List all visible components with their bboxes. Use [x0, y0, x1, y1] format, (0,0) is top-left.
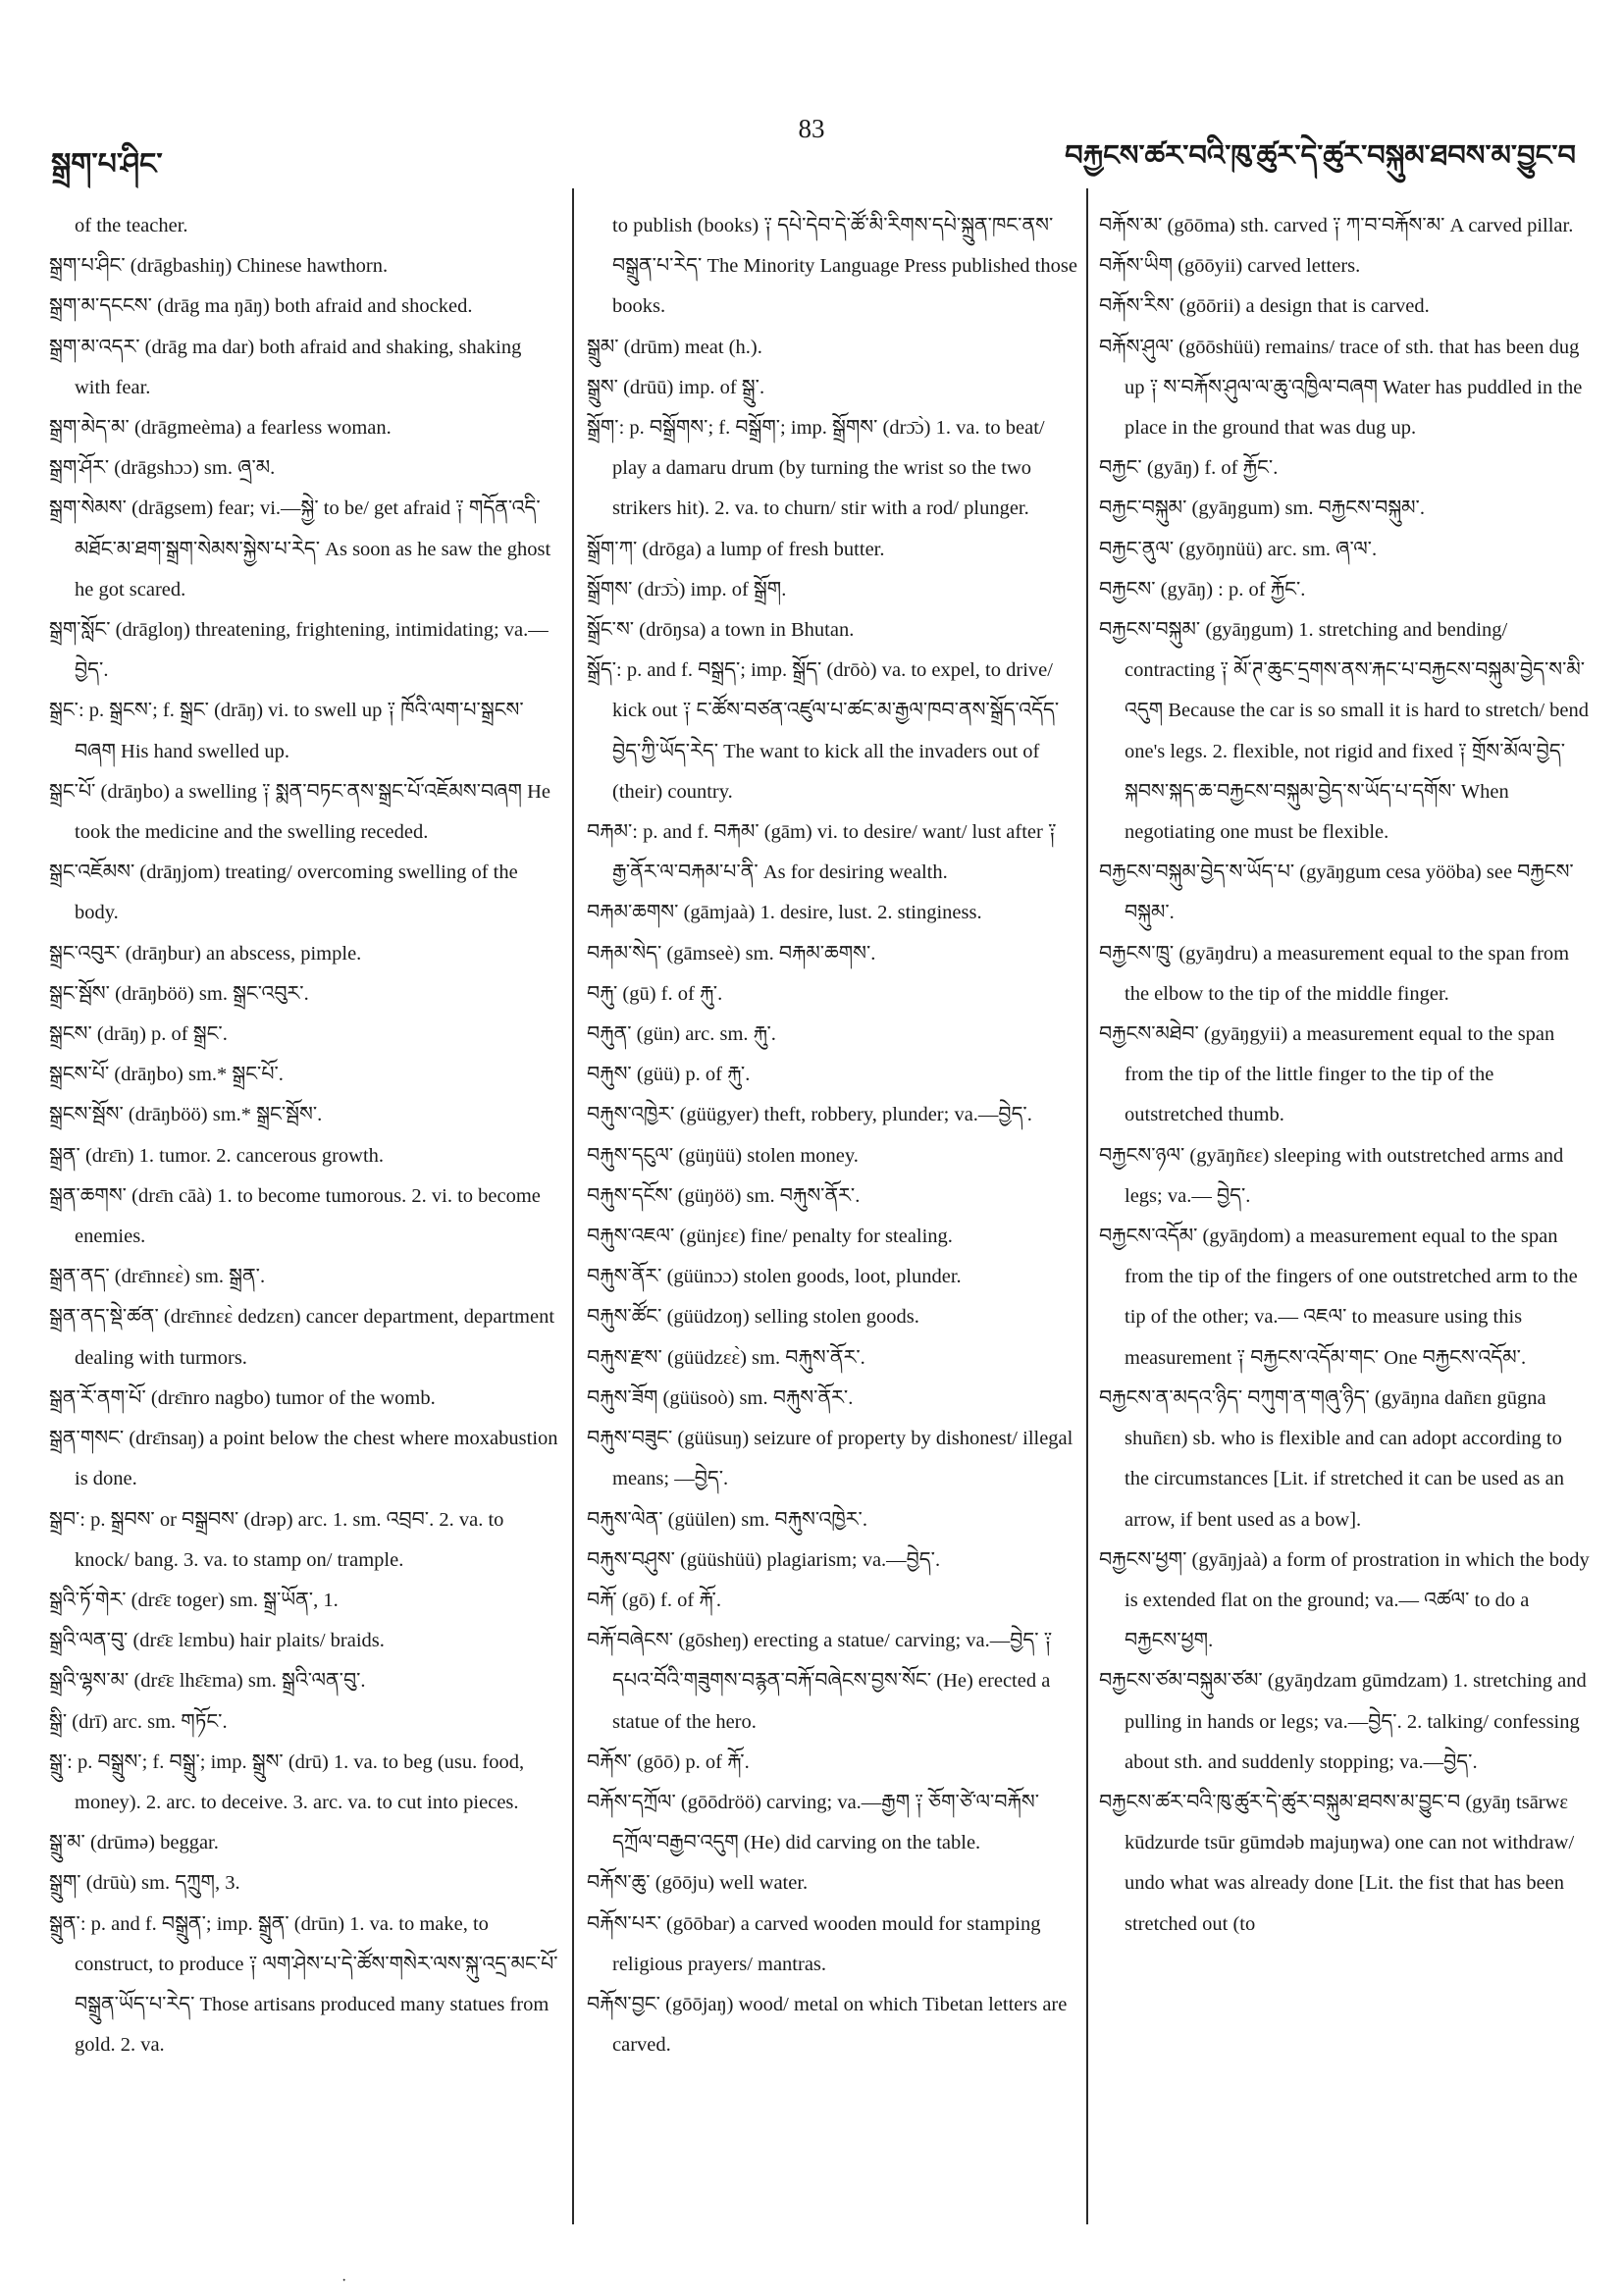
dictionary-entry: བརྐྱངས་ཕྱག་ (gyāŋjaà) a form of prostration in which the body is extended flat on the ground; va.— འཚལ་ to do a བརྐྱངས་ཕྱག.: [1099, 1548, 1590, 1652]
dictionary-entry: བརྐུས་དངོས་ (güŋöö) sm. བརྐུས་ནོར་.: [587, 1184, 861, 1207]
dictionary-entry: སྒྲག་མེད་མ་ (drāgmeèma) a fearless woman.: [49, 417, 392, 440]
stray-mark: ·: [341, 2272, 347, 2289]
dictionary-entry: སྒྲའི་ཏོ་གེར་ (drɛ̄ɛ toger) sm. སྒྲ་ཡོན་, 1.: [49, 1589, 339, 1611]
dictionary-entry: སྒྲོགས་ (drɔ̄ɔ̀) imp. of སྒྲོག.: [587, 578, 787, 600]
dictionary-entry: སྒྲག་མ་དངངས་ (drāg ma ŋāŋ) both afraid and shocked.: [49, 295, 473, 318]
dictionary-entry: བརྐོས་བྱང་ (gōōjaŋ) wood/ metal on which Tibetan letters are carved.: [587, 1993, 1068, 2057]
dictionary-entry: སྒྲན་ཆགས་ (drɛ̄n cāà) 1. to become tumorous. 2. vi. to become enemies.: [49, 1184, 541, 1248]
dictionary-entry: of the teacher.: [75, 215, 188, 236]
dictionary-entry: སྒྲབ་: p. སྒྲབས་ or བསྒྲབས་ (drəp) arc. 1. sm. འབྲབ་. 2. va. to knock/ bang. 3. va. to stamp on/ trample.: [49, 1508, 504, 1571]
dictionary-entry: བརྐྱང་བསྐུམ་ (gyāŋgum) sm. བརྐྱངས་བསྐུམ་.: [1099, 497, 1425, 520]
dictionary-entry: བརྐམ་སེད་ (gāmseè) sm. བརྐམ་ཆགས་.: [587, 942, 876, 965]
dictionary-entry: བརྐྱངས་བསྐུམ་བྱེད་ས་ཡོད་པ་ (gyāŋgum cesa yööba) see བརྐྱངས་བསྐུམ་.: [1099, 861, 1574, 924]
dictionary-column-2: [587, 206, 1077, 2247]
dictionary-entry: བརྐུས་རྫས་ (güüdzɛɛ̀) sm. བརྐུས་ནོར་.: [587, 1346, 865, 1369]
dictionary-entry: སྒྲངས་ (drāŋ) p. of སྒྲང་.: [49, 1023, 228, 1046]
dictionary-entry: སྒྲུ་: p. བསྒྲུས་; f. བསྒྲུ་; imp. སྒྲུས་ (drū) 1. va. to beg (usu. food, money). 2. arc. to deceive. 3. arc. va. to cut into pieces.: [49, 1750, 525, 1813]
dictionary-entry: བརྐྱང་ནུལ་ (gyōŋnüü) arc. sm. ཞ་ལ་.: [1099, 538, 1378, 560]
dictionary-column-1: [49, 206, 559, 2247]
dictionary-entry: བརྐོས་ཆུ་ (gōōju) well water.: [587, 1872, 809, 1895]
running-head-right: བརྐྱངས་ཚར་བའི་ཁུ་ཚུར་དེ་ཚུར་བསྐུམ་ཐབས་མ་བྱུང་བ: [1065, 138, 1576, 172]
dictionary-entry: སྒྲངས་སྦོས་ (drāŋböö) sm.* སྒྲང་སྦོས་.: [49, 1104, 323, 1126]
dictionary-entry: བརྐོས་རིས་ (gōōrii) a design that is carved.: [1099, 295, 1430, 318]
dictionary-entry: སྒྲན་ནད་སྡེ་ཚན་ (drɛ̄nnɛɛ̀ dedzɛn) cancer department, department dealing with turmors.: [49, 1306, 555, 1369]
dictionary-entry: བརྐུས་ཚོང་ (güüdzoŋ) selling stolen goods.: [587, 1306, 919, 1329]
dictionary-entry: བརྐོས་ཡིག (gōōyii) carved letters.: [1099, 255, 1361, 278]
dictionary-entry: སྒྲག་པ་ཤིང་ (drāgbashiŋ) Chinese hawthorn.: [49, 255, 389, 278]
dictionary-entry: སྒྲི་ (drī) arc. sm. གཏོང་.: [49, 1710, 228, 1733]
dictionary-entry: བརྐོ་བཞེངས་ (gōsheŋ) erecting a statue/ carving; va.—བྱེད་ ༑ དཔའ་བོའི་གཟུགས་བརྙན་བརྐོ་བཞེངས་བྱས་སོང་ (He) erected a statue of the hero.: [587, 1630, 1053, 1733]
dictionary-entry: བརྐུས་འཇལ་ (günjɛɛ) fine/ penalty for stealing.: [587, 1226, 953, 1248]
dictionary-entry: བརྐུས་བཟུང་ (güüsuŋ) seizure of property by dishonest/ illegal means; —བྱེད་.: [587, 1428, 1073, 1490]
dictionary-entry: བརྐོས་དཀྲོལ་ (gōōdröö) carving; va.—རྒྱག ༑ ཅོག་ཙེ་ལ་བརྐོས་དཀྲོལ་བརྒྱབ་འདུག (He) did carving on the table.: [587, 1791, 1040, 1854]
dictionary-entry: བརྐྱང་ (gyāŋ) f. of རྐྱོང་.: [1099, 457, 1279, 480]
dictionary-entry: to publish (books) ༑ དཔེ་དེབ་དེ་ཚོ་མི་རིགས་དཔེ་སྐྲུན་ཁང་ནས་བསྒྲུན་པ་རེད་ The Minority Language Press published those books.: [612, 215, 1077, 318]
page-number: 83: [798, 114, 825, 143]
dictionary-entry: བརྐམ་ཆགས་ (gāmjaà) 1. desire, lust. 2. stinginess.: [587, 902, 982, 924]
dictionary-entry: བརྐྱངས་ཙམ་བསྐུམ་ཙམ་ (gyāŋdzam gūmdzam) 1. stretching and pulling in hands or legs; va.—བྱེད་. 2. talking/ confessing about sth. and suddenly stopping; va.—བྱེད་.: [1099, 1670, 1587, 1773]
dictionary-entry: བརྐུས་ (güü) p. of རྐུ་.: [587, 1064, 751, 1086]
dictionary-entry: སྒྲང་འཇོམས་ (drāŋjom) treating/ overcoming swelling of the body.: [49, 861, 518, 924]
dictionary-entry: བརྐུན་ (gün) arc. sm. རྐུ་.: [587, 1023, 776, 1046]
dictionary-entry: སྒྲུམ་ (drūm) meat (h.).: [587, 336, 762, 358]
dictionary-entry: བརྐུས་ལེན་ (güülen) sm. བརྐུས་འཁྱེར་.: [587, 1508, 867, 1531]
dictionary-entry: བརྐུ་ (gū) f. of རྐུ་.: [587, 982, 723, 1005]
dictionary-entry: སྒྲུག་ (drūù) sm. དཀྲུག, 3.: [49, 1872, 240, 1895]
column-divider: [572, 188, 574, 2224]
dictionary-entry: སྒྲག་མ་འདར་ (drāg ma dar) both afraid and shaking, shaking with fear.: [49, 336, 522, 398]
column-divider: [1086, 188, 1088, 2224]
dictionary-entry: བརྐྱངས་ཉལ་ (gyāŋñɛɛ) sleeping with outstretched arms and legs; va.— བྱེད་.: [1099, 1144, 1564, 1207]
dictionary-entry: བརྐུས་ནོར་ (güünɔɔ) stolen goods, loot, plunder.: [587, 1266, 962, 1288]
dictionary-entry: བརྐོས་མ་ (gōōma) sth. carved ༑ ཀ་བ་བརྐོས་མ་ A carved pillar.: [1099, 215, 1574, 236]
running-head-left: སྒྲག་པ་ཤིང་: [51, 147, 163, 182]
dictionary-entry: སྒྲང་སྦོས་ (drāŋböö) sm. སྒྲང་འབུར་.: [49, 982, 309, 1005]
dictionary-entry: བརྐུས་བཤུས་ (güüshüü) plagiarism; va.—བྱེད་.: [587, 1548, 941, 1571]
dictionary-entry: སྒྲའི་ལན་བུ་ (drɛ̄ɛ lɛmbu) hair plaits/ braids.: [49, 1630, 385, 1652]
dictionary-entry: སྒྲན་གསང་ (drɛ̄nsaŋ) a point below the chest where moxabustion is done.: [49, 1428, 558, 1490]
page-header: [0, 110, 1623, 182]
dictionary-entry: བརྐྱངས་ (gyāŋ) : p. of རྐྱོང་.: [1099, 578, 1306, 600]
dictionary-entry: བརྐྱངས་མཐེབ་ (gyāŋgyii) a measurement equal to the span from the tip of the little finger to the tip of the outstretched thumb.: [1099, 1023, 1555, 1126]
dictionary-entry: བརྐྱངས་འདོམ་ (gyāŋdom) a measurement equal to the span from the tip of the fingers of one outstretched arm to the tip of the other; va.— འཇལ་ to measure using this measurement ༑ བརྐྱངས་འདོམ་གང་ One བརྐྱངས་འདོམ་.: [1099, 1226, 1578, 1369]
dictionary-entry: བརྐོས་པར་ (gōōbar) a carved wooden mould for stamping religious prayers/ mantras.: [587, 1912, 1041, 1975]
dictionary-entry: སྒྲན་རོ་ནག་པོ་ (drɛ̄nro nagbo) tumor of the womb.: [49, 1386, 436, 1409]
dictionary-entry: བརྐུས་ཟོག (güüsoò) sm. བརྐུས་ནོར་.: [587, 1386, 854, 1409]
dictionary-entry: བརྐྱངས་ཚར་བའི་ཁུ་ཚུར་དེ་ཚུར་བསྐུམ་ཐབས་མ་བྱུང་བ (gyāŋ tsārwɛ kūdzurde tsūr gūmdəb majuŋwa) one can not withdraw/ undo what was already done [Lit. the fist that has been stretched out (to: [1099, 1791, 1575, 1935]
dictionary-entry: སྒྲག་སེམས་ (drāgsem) fear; vi.—སྐྱེ་ to be/ get afraid ༑ གདོན་འདི་མཐོང་མ་ཐག་སྒྲག་སེམས་སྐྱེས་པ་རེད་ As soon as he saw the ghost he got scared.: [49, 497, 551, 600]
dictionary-entry: བརྐྱངས་ན་མདའ་ཉིད་ བཀུག་ན་གཞུ་ཉིད་ (gyāŋna dañɛn gūgna shuñɛn) sb. who is flexible and can adopt according to the circumstances [Lit. if stretched it can be used as an arrow, if bent used as a bow].: [1099, 1386, 1564, 1531]
dictionary-entry: བརྐྱངས་བསྐུམ་ (gyāŋgum) 1. stretching and bending/ contracting ༑ མོ་ཊ་ཆུང་དྲགས་ནས་རྐང་པ་བརྐྱངས་བསྐུམ་བྱེད་ས་མི་འདུག Because the car is so small it is hard to stretch/ bend one's legs. 2. flexible, not rigid and fixed ༑ གྲོས་མོལ་བྱེད་སྐབས་སྐད་ཆ་བརྐྱངས་བསྐུམ་བྱེད་ས་ཡོད་པ་དགོས་ When negotiating one must be flexible.: [1099, 619, 1590, 844]
dictionary-entry: སྒྲའི་ལྷས་མ་ (drɛ̄ɛ lhɛ̄ɛma) sm. སྒྲའི་ལན་བུ་.: [49, 1670, 366, 1693]
dictionary-entry: སྒྲོག་: p. བསྒྲོགས་; f. བསྒྲོག་; imp. སྒྲོགས་ (drɔ̄ɔ̀) 1. va. to beat/ play a damaru drum (by turning the wrist so the two strikers hit). 2. va. to churn/ stir with a rod/ plunger.: [587, 417, 1045, 520]
dictionary-entry: བརྐུས་འཁྱེར་ (güügyer) theft, robbery, plunder; va.—བྱེད་.: [587, 1104, 1032, 1126]
dictionary-column-3: [1099, 206, 1590, 2247]
dictionary-entry: བརྐོ་ (gō) f. of རྐོ་.: [587, 1589, 721, 1611]
dictionary-entry: སྒྲག་སློང་ (drāgloŋ) threatening, frightening, intimidating; va.—བྱེད་.: [49, 619, 549, 682]
dictionary-entry: སྒྲོད་: p. and f. བསྒྲད་; imp. སྒྲོད་ (drōò) va. to expel, to drive/ kick out ༑ ང་ཚོས་བཙན་འཛུལ་པ་ཚང་མ་རྒྱལ་ཁབ་ནས་སྒྲོད་འདོད་བྱེད་ཀྱི་ཡོད་རེད་ The want to kick all the invaders out of (their) country.: [587, 659, 1060, 803]
dictionary-entry: སྒྲང་འབུར་ (drāŋbur) an abscess, pimple.: [49, 942, 362, 965]
dictionary-entry: སྒྲོང་ས་ (drōŋsa) a town in Bhutan.: [587, 619, 855, 642]
dictionary-entry: སྒྲངས་པོ་ (drāŋbo) sm.* སྒྲང་པོ་.: [49, 1064, 284, 1086]
dictionary-entry: སྒྲུས་ (drūū) imp. of སྒྲུ་.: [587, 376, 765, 398]
dictionary-entry: བརྐྱངས་ཁྲུ་ (gyāŋdru) a measurement equal to the span from the elbow to the tip of the middle finger.: [1099, 942, 1570, 1005]
dictionary-entry: སྒྲག་ཤོར་ (drāgshɔɔ) sm. ཞྲ་མ.: [49, 457, 276, 480]
dictionary-entry: སྒྲུན་: p. and f. བསྒྲུན་; imp. སྒྲུན་ (drūn) 1. va. to make, to construct, to produce ༑ ལག་ཤེས་པ་དེ་ཚོས་གསེར་ལས་སྐུ་འདྲ་མང་པོ་བསྒྲུན་ཡོད་པ་རེད་ Those artisans produced many statues from gold. 2. va.: [49, 1912, 558, 2057]
dictionary-entry: བརྐོས་ (gōō) p. of རྐོ་.: [587, 1750, 750, 1773]
dictionary-entry: སྒྲུ་མ་ (drūmə) beggar.: [49, 1832, 219, 1854]
dictionary-entry: བརྐོས་ཤུལ་ (gōōshüü) remains/ trace of sth. that has been dug up ༑ ས་བརྐོས་ཤུལ་ལ་ཆུ་འཁྱིལ་བཞག Water has puddled in the place in the ground that was dug up.: [1099, 336, 1583, 440]
dictionary-entry: བརྐམ་: p. and f. བརྐམ་ (gām) vi. to desire/ want/ lust after ༑ རྒྱ་ནོར་ལ་བརྐམ་པ་ནི་ As for desiring wealth.: [587, 821, 1057, 884]
dictionary-entry: སྒྲོག་ཀ་ (drōga) a lump of fresh butter.: [587, 538, 885, 560]
dictionary-entry: བརྐུས་དངུལ་ (güŋüü) stolen money.: [587, 1144, 859, 1167]
dictionary-entry: སྒྲང་: p. སྒྲངས་; f. སྒྲང་ (drāŋ) vi. to swell up ༑ ཁོའི་ལག་པ་སྒྲངས་བཞག His hand swelled up.: [49, 700, 524, 762]
dictionary-entry: སྒྲན་ (drɛ̄n) 1. tumor. 2. cancerous growth.: [49, 1144, 385, 1167]
dictionary-entry: སྒྲན་ནད་ (drɛ̄nnɛɛ̀) sm. སྒྲན་.: [49, 1266, 266, 1288]
dictionary-entry: སྒྲང་པོ་ (drāŋbo) a swelling ༑ སྨན་བཏང་ནས་སྒྲང་པོ་འཇོམས་བཞག He took the medicine and the swelling receded.: [49, 780, 550, 844]
